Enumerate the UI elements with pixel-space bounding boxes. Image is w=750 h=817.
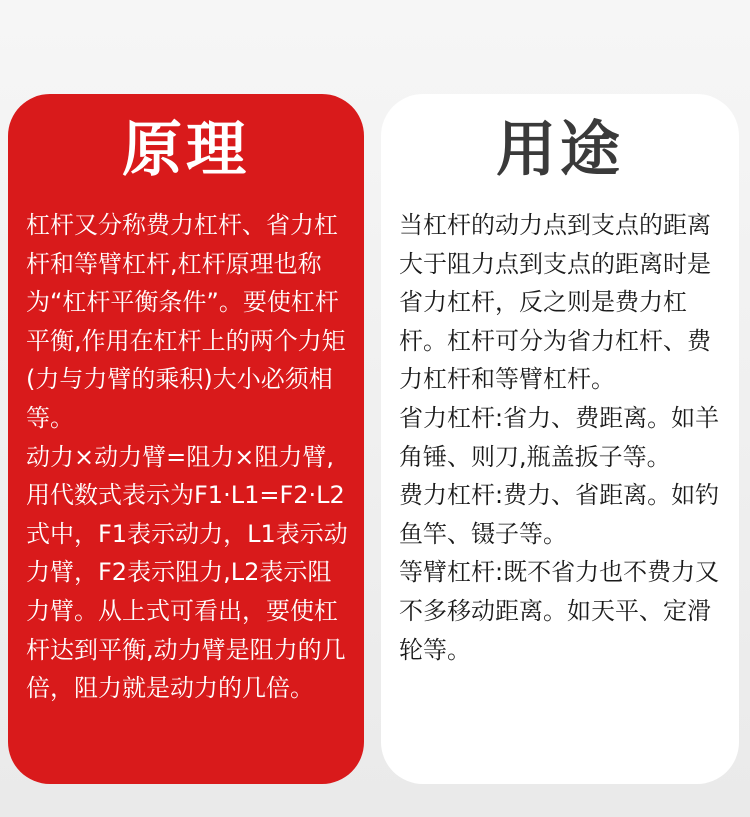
usage-card (381, 94, 739, 784)
usage-paragraph-force-costing: 费力杠杆:费力、省距离。如钓鱼竿、镊子等。 (399, 481, 720, 548)
usage-paragraph-overview: 当杠杆的动力点到支点的距离大于阻力点到支点的距离时是省力杠杆，反之则是费力杠杆。杠杆可分为省力杠杆、费力杠杆和等臂杠杆。 (399, 211, 711, 394)
usage-paragraph-equal-arm: 等臂杠杆:既不省力也不费力又不多移动距离。如天平、定滑轮等。 (399, 558, 720, 664)
principle-paragraph-formula: 动力×动力臂=阻力×阻力臂,用代数式表示为F1·L1=F2·L2式中，F1表示动力，L1表示动力臂，F2表示阻力,L2表示阻力臂。从上式可看出，要使杠杆达到平衡,动力臂是阻力的几倍，阻力就是动力的几倍。 (26, 442, 348, 703)
principle-paragraph-definition: 杠杆又分称费力杠杆、省力杠杆和等臂杠杆,杠杆原理也称为“杠杆平衡条件”。要使杠杆平衡,作用在杠杆上的两个力矩(力与力臂的乘积)大小必须相等。 (26, 211, 346, 432)
usage-paragraph-force-saving: 省力杠杆:省力、费距离。如羊角锤、则刀,瓶盖扳子等。 (399, 403, 720, 471)
principle-card (8, 94, 364, 784)
principle-title: 原理 (122, 115, 250, 185)
usage-body (399, 206, 727, 669)
usage-title: 用途 (496, 115, 624, 185)
principle-body (26, 206, 352, 708)
